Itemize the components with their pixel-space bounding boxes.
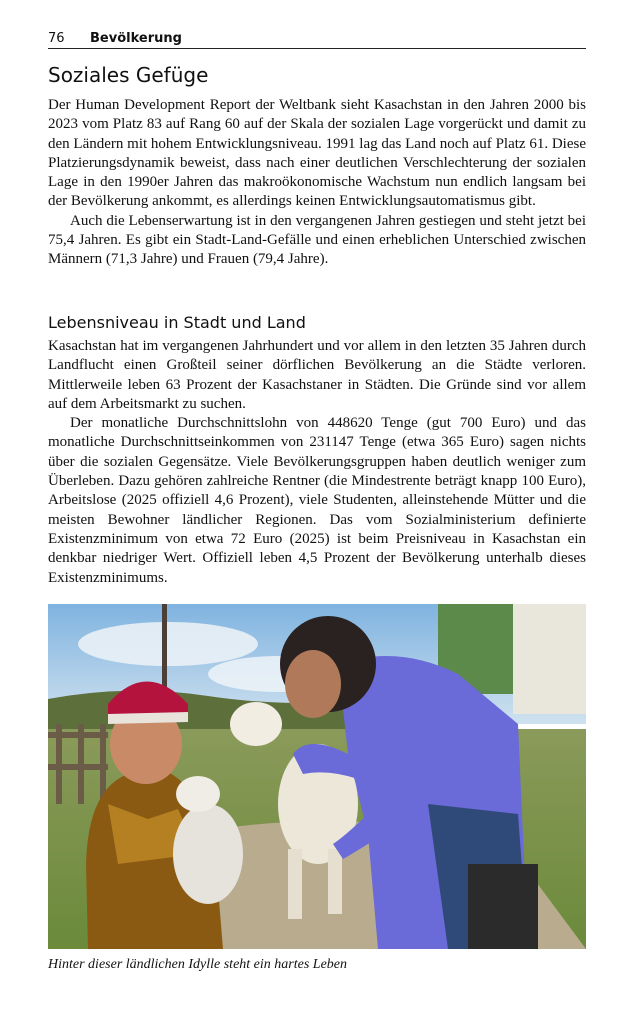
paragraph: Kasachstan hat im vergangenen Jahrhundert und vor allem in den letzten 35 Jahren durch Landflucht einen Großteil seiner dörflichen Bevölkerung an die Städte verloren. Mittlerweile leben 63 Prozent der Kasachstaner in Städten. Die Gründe sind vor allem auf dem Arbeitsmarkt zu suchen. <box>48 338 586 412</box>
paragraph: Auch die Lebenserwartung ist in den vergangenen Jahren gestiegen und steht jetzt bei 75,4 Jahren. Es gibt ein Stadt-Land-Gefälle und einen erheblichen Unterschied zwischen Männern (71,3 Jahre) und Frauen (79,4 Jahre). <box>48 212 586 268</box>
photo-caption: Hinter dieser ländlichen Idylle steht ein hartes Leben <box>48 957 347 972</box>
intro-text <box>48 96 586 270</box>
subsection-title: Lebensniveau in Stadt und Land <box>48 313 306 332</box>
paragraph: Der monatliche Durchschnittslohn von 448620 Tenge (gut 700 Euro) und das monatliche Durchschnittseinkommen von 231147 Tenge (etwa 365 Euro) sagen nichts über die sozialen Gegensätze. Viele Bevölkerungsgruppen haben deutlich weniger zum Überleben. Dazu gehören zahlreiche Rentner (die Mindestrente beträgt knapp 100 Euro), Arbeitslose (2025 offiziell 4,6 Prozent), viele Studenten, alleinstehende Mütter und die meisten Bewohner ländlicher Regionen. Das vom Sozialministerium definierte Existenzminimum von etwa 72 Euro (2025) ist beim Preisniveau in Kasachstan ein denkbar niedriger Wert. Offiziell leben 4,5 Prozent der Bevölkerung unterhalb dieses Existenzminimums. <box>48 415 586 586</box>
section-title: Soziales Gefüge <box>48 63 209 87</box>
section-name: Bevölkerung <box>90 31 182 46</box>
running-header <box>48 28 586 49</box>
subsection-text <box>48 337 586 588</box>
page-number: 76 <box>48 31 65 46</box>
paragraph: Der Human Development Report der Weltbank sieht Kasachstan in den Jahren 2000 bis 2023 vom Platz 83 auf Rang 60 auf der Skala der sozialen Lage vorgerückt und damit zu den Ländern mit hohem Entwicklungsniveau. 1991 lag das Land noch auf Platz 61. Diese Platzierungsdynamik beweist, dass nach einer deutlichen Verschlechterung der sozialen Lage in den 1990er Jahren das makroökonomische Wachstum nun endlich langsam bei der Bevölkerung ankommt, es allerdings keinen Entwicklungsautomatismus gibt. <box>48 97 586 210</box>
photo <box>48 604 586 949</box>
